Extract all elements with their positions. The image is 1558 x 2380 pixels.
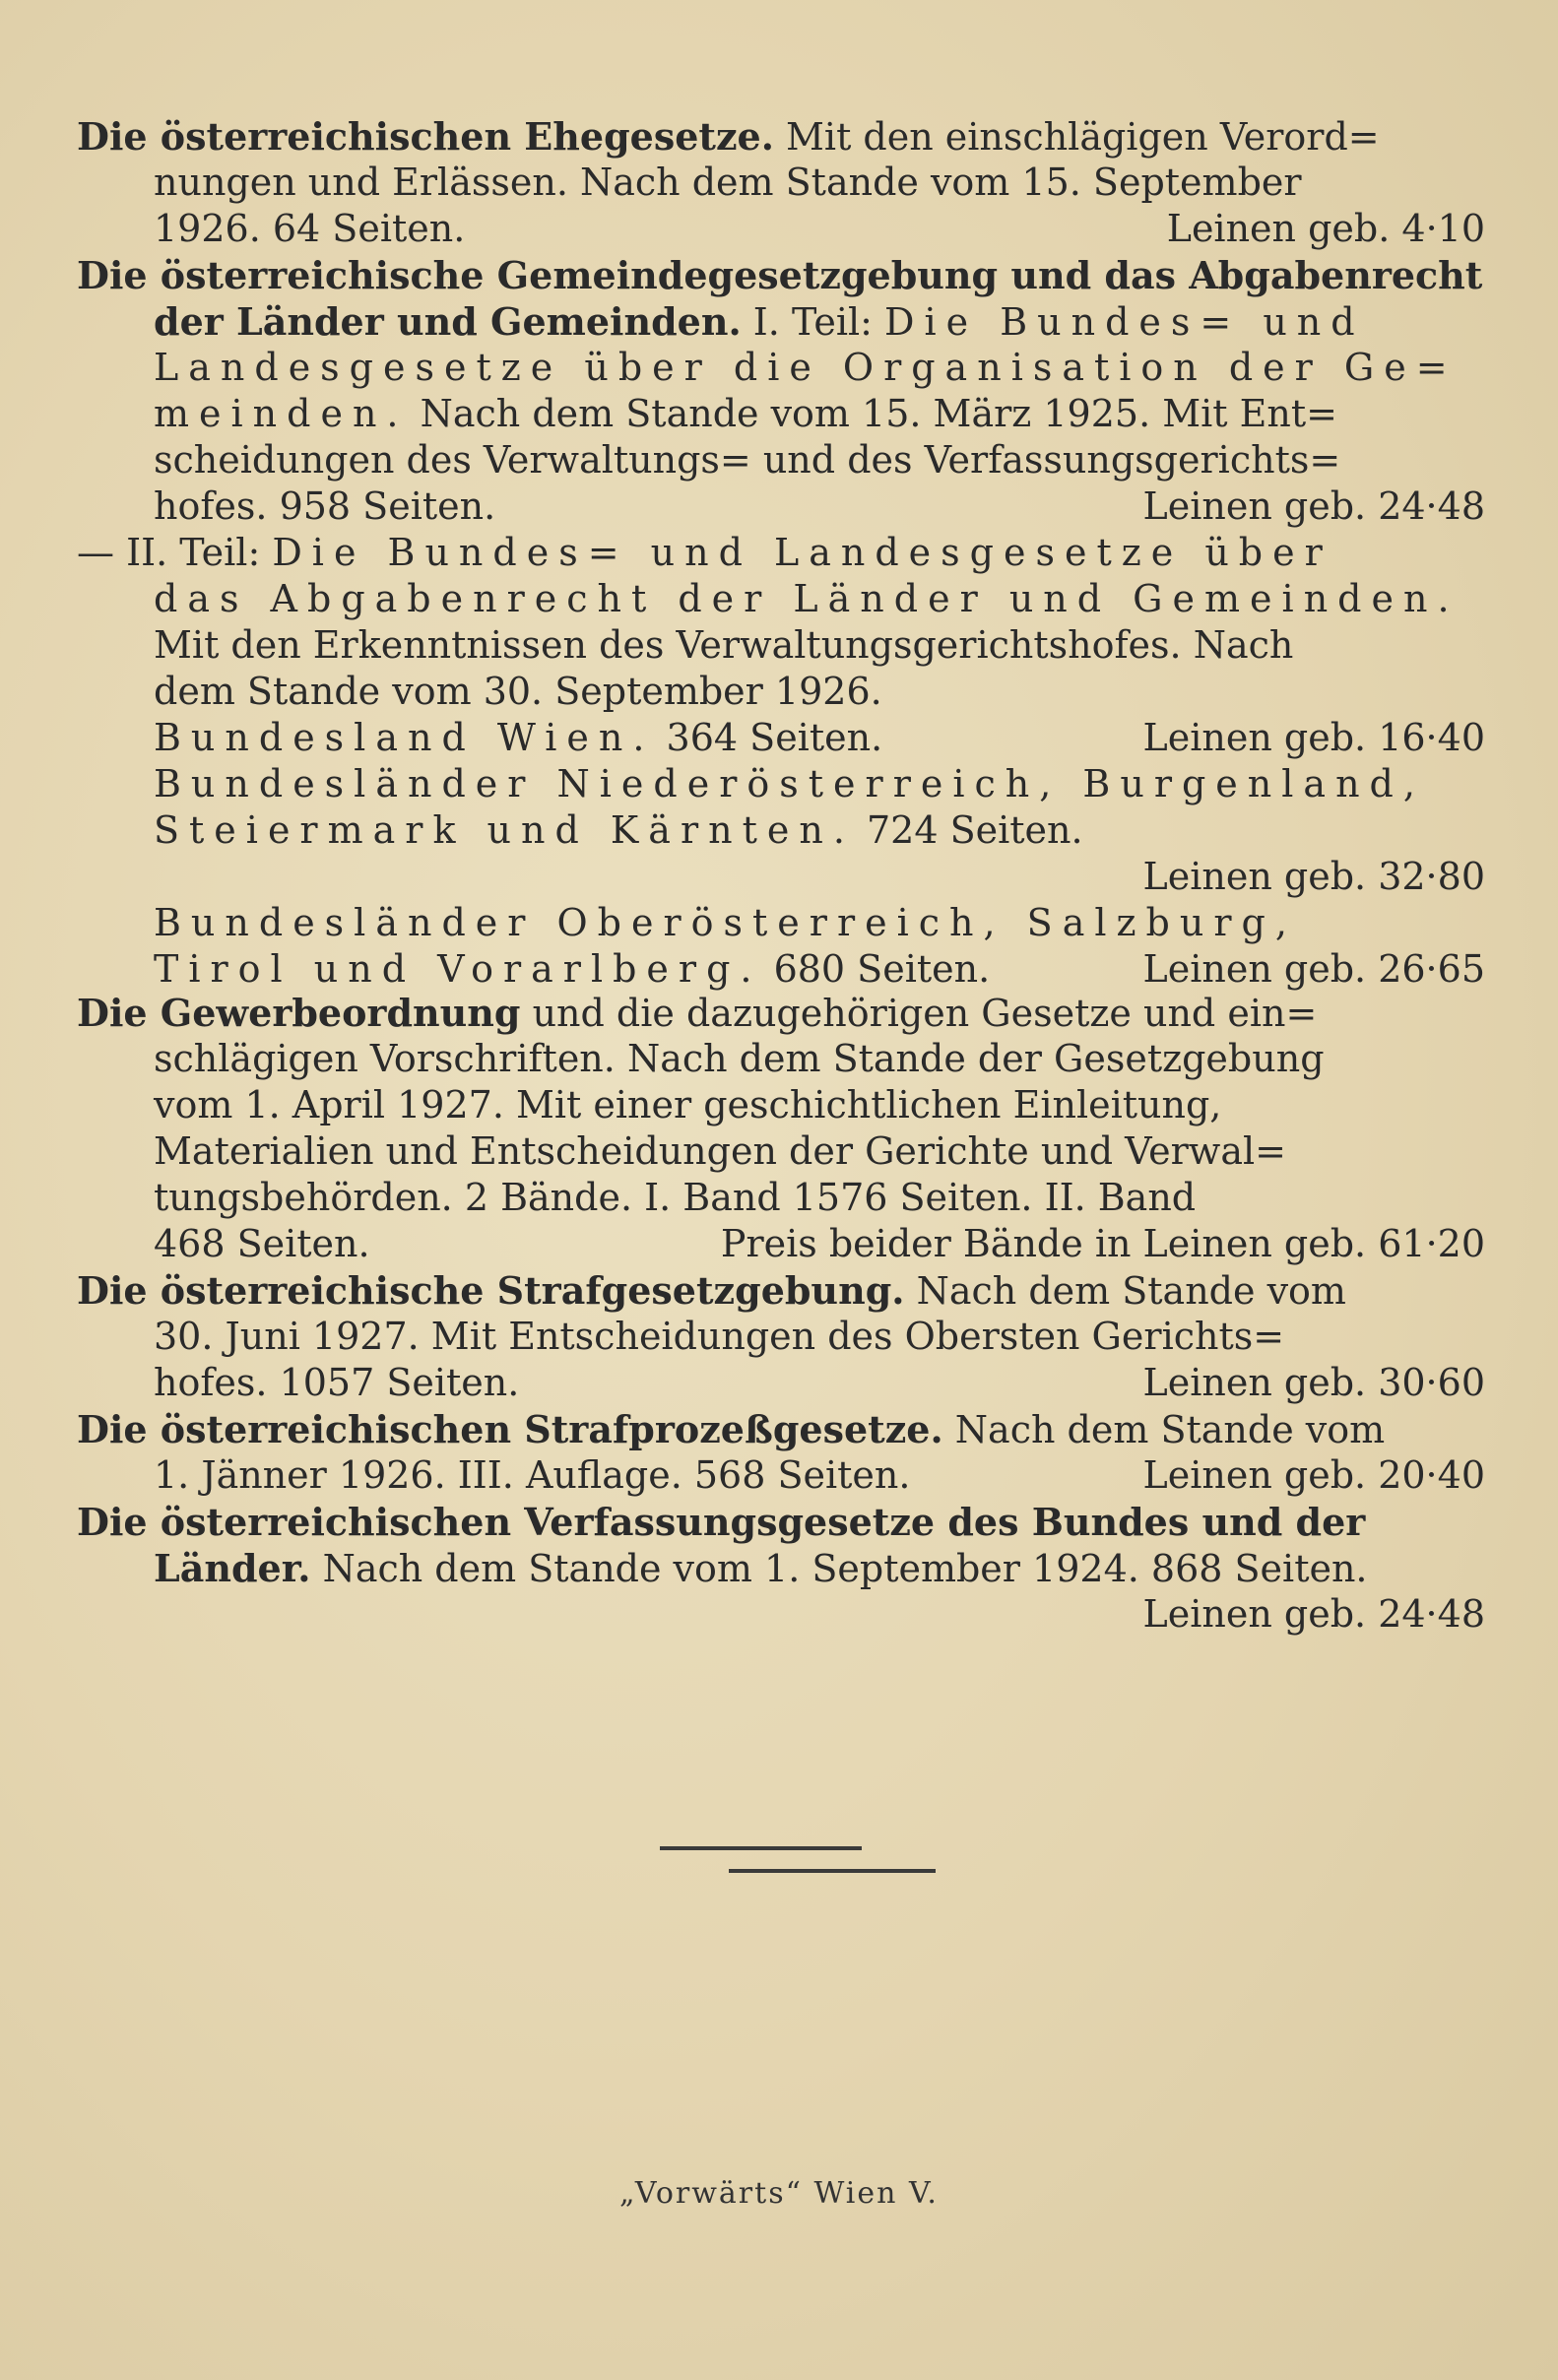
- entry-price: Leinen geb. 26·65: [1142, 947, 1485, 991]
- entry-line: [77, 1591, 1485, 1638]
- entry-text: Nach dem Stande vom 15. März 1925. Mit Ent=: [408, 392, 1337, 435]
- entry-spaced-text: Bundesländer Oberösterreich, Salzburg,: [154, 901, 1297, 944]
- entry-price: Preis beider Bände in Leinen geb. 61·20: [720, 1222, 1485, 1265]
- entry-spaced-text: Landesgesetze über die Organisation der Ge=: [154, 346, 1458, 389]
- entry-text: 724 Seiten.: [854, 808, 1083, 852]
- entry-text: 1. Jänner 1926. III. Auflage. 568 Seiten.: [154, 1453, 911, 1497]
- entry-line: [77, 576, 1485, 622]
- catalog-entry-strafprozessgesetze: [77, 1406, 1485, 1499]
- entry-text: Mit den Erkenntnissen des Verwaltungsgerichtshofes. Nach: [154, 623, 1294, 667]
- entry-price: Leinen geb. 30·60: [1142, 1361, 1485, 1404]
- entry-line: [77, 669, 1485, 715]
- entry-line: [77, 854, 1485, 900]
- entry-text: schlägigen Vorschriften. Nach dem Stande der Gesetzgebung: [154, 1037, 1325, 1080]
- entry-line: [77, 1221, 1485, 1267]
- entry-spaced-text: Steiermark und Kärnten.: [154, 808, 855, 852]
- entry-line: [77, 715, 1485, 761]
- entry-line: [77, 1036, 1485, 1082]
- entry-text: Nach dem Stande vom 1. September 1924. 868 Seiten.: [310, 1547, 1368, 1590]
- entry-text: vom 1. April 1927. Mit einer geschichtlichen Einleitung,: [154, 1083, 1222, 1126]
- entry-line: [77, 1545, 1485, 1591]
- entry-price: Leinen geb. 32·80: [1142, 855, 1485, 898]
- entry-text: I. Teil:: [741, 300, 885, 344]
- entry-line: [77, 1314, 1485, 1360]
- entry-spaced-text: meinden.: [154, 392, 409, 435]
- entry-price: Leinen geb. 24·48: [1142, 1592, 1485, 1636]
- entry-title: Die österreichische Strafgesetzgebung.: [77, 1268, 905, 1313]
- entry-line: [77, 1406, 1485, 1452]
- entry-line: [77, 990, 1485, 1036]
- catalog-entry-gemeindegesetzgebung: [77, 252, 1485, 530]
- entry-line: [77, 252, 1485, 298]
- decorative-rule-upper: [660, 1846, 862, 1850]
- entry-text: Materialien und Entscheidungen der Gerichte und Verwal=: [154, 1129, 1286, 1173]
- entry-text: 468 Seiten.: [154, 1222, 370, 1265]
- entry-line: [77, 1128, 1485, 1175]
- entry-text: Mit den einschlägigen Verord=: [773, 115, 1380, 159]
- entry-spaced-text: das Abgabenrecht der Länder und Gemeinden.: [154, 577, 1460, 620]
- entry-text: nungen und Erlässen. Nach dem Stande vom 15. September: [154, 161, 1302, 204]
- entry-title: Die österreichische Gemeindegesetzgebung und das Abgabenrecht: [77, 253, 1483, 297]
- entry-line: [77, 1360, 1485, 1406]
- entry-title: Die österreichischen Verfassungsgesetze des Bundes und der: [77, 1500, 1366, 1544]
- entry-spaced-text: Bundesländer Niederösterreich, Burgenland,: [154, 762, 1425, 805]
- entry-line: [77, 900, 1485, 946]
- entry-text: Nach dem Stande vom: [904, 1269, 1346, 1313]
- entry-spaced-text: Die Bundes= und Landesgesetze über: [272, 531, 1332, 574]
- entry-text: hofes. 958 Seiten.: [154, 484, 496, 528]
- entry-line: [77, 483, 1485, 530]
- entry-price: Leinen geb. 4·10: [1166, 207, 1485, 250]
- entry-line: [77, 761, 1485, 807]
- catalog-entry-strafgesetzgebung: [77, 1267, 1485, 1406]
- entry-price: Leinen geb. 20·40: [1142, 1453, 1485, 1497]
- entry-line: [77, 1267, 1485, 1314]
- entry-line: [77, 807, 1485, 854]
- entry-line: [77, 437, 1485, 483]
- entry-price: Leinen geb. 24·48: [1142, 484, 1485, 528]
- entry-title: Die österreichischen Ehegesetze.: [77, 114, 774, 159]
- entry-text: 1926. 64 Seiten.: [154, 207, 466, 250]
- entry-text: — II. Teil:: [77, 531, 273, 574]
- catalog-entry-abgabenrecht: [77, 530, 1485, 993]
- entry-line: [77, 298, 1485, 345]
- catalog-entry-verfassungsgesetze: [77, 1499, 1485, 1638]
- entry-line: [77, 946, 1485, 993]
- entry-title: Länder.: [154, 1546, 311, 1590]
- entry-line: [77, 1082, 1485, 1128]
- entry-spaced-text: Tirol und Vorarlberg.: [154, 947, 762, 991]
- entry-text: Nach dem Stande vom: [942, 1408, 1386, 1451]
- entry-text: dem Stande vom 30. September 1926.: [154, 670, 882, 713]
- entry-line: [77, 345, 1485, 391]
- printer-imprint: „Vorwärts“ Wien V.: [619, 2176, 939, 2211]
- entry-spaced-text: Die Bundes= und: [884, 300, 1365, 344]
- entry-line: [77, 391, 1485, 437]
- entry-text: 680 Seiten.: [761, 947, 991, 991]
- entry-text: 30. Juni 1927. Mit Entscheidungen des Obersten Gerichts=: [154, 1315, 1285, 1358]
- entry-line: [77, 160, 1485, 206]
- entry-line: [77, 206, 1485, 252]
- entry-line: [77, 1499, 1485, 1545]
- entry-title: der Länder und Gemeinden.: [154, 299, 742, 344]
- entry-line: [77, 622, 1485, 669]
- entry-price: Leinen geb. 16·40: [1142, 716, 1485, 759]
- entry-text: scheidungen des Verwaltungs= und des Verfassungsgerichts=: [154, 438, 1341, 482]
- entry-line: [77, 1175, 1485, 1221]
- decorative-rule-lower: [729, 1869, 936, 1873]
- catalog-entry-gewerbeordnung: [77, 990, 1485, 1267]
- entry-line: [77, 113, 1485, 160]
- catalog-entry-ehegesetze: [77, 113, 1485, 252]
- entry-line: [77, 530, 1485, 576]
- entry-spaced-text: Bundesland Wien.: [154, 716, 655, 759]
- entry-text: hofes. 1057 Seiten.: [154, 1361, 520, 1404]
- entry-line: [77, 1452, 1485, 1499]
- entry-text: 364 Seiten.: [654, 716, 883, 759]
- entry-text: tungsbehörden. 2 Bände. I. Band 1576 Seiten. II. Band: [154, 1176, 1197, 1219]
- entry-text: und die dazugehörigen Gesetze und ein=: [520, 992, 1318, 1035]
- entry-title: Die Gewerbeordnung: [77, 991, 521, 1035]
- entry-title: Die österreichischen Strafprozeßgesetze.: [77, 1407, 943, 1451]
